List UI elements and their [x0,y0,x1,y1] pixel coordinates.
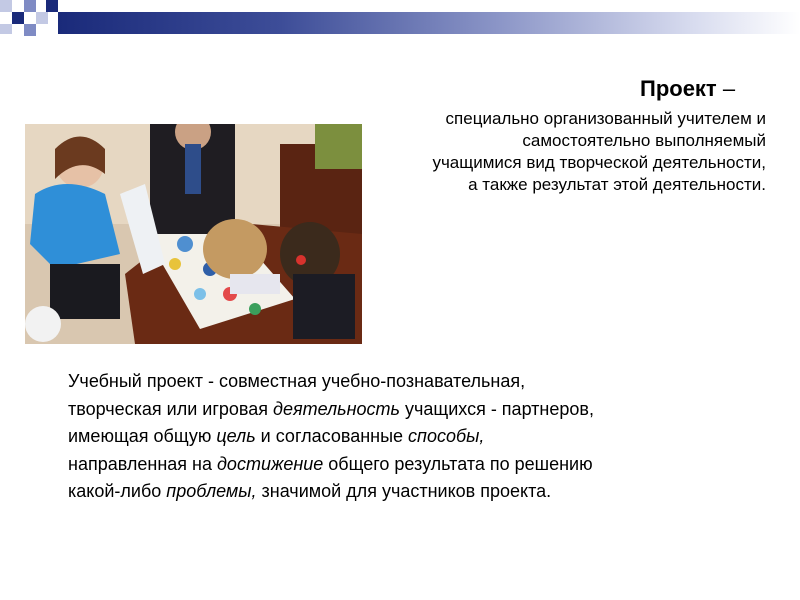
paragraph-text: направленная на [68,453,217,474]
slide-heading [640,76,735,102]
paragraph-text: значимой для участников проекта. [256,481,552,501]
children-project-photo [25,124,362,344]
paragraph-text: и согласованные [255,426,409,446]
deco-square [36,12,48,24]
italic-term-methods: способы, [408,426,485,446]
italic-term-achievement: достижение [216,453,324,474]
paragraph-line [68,423,768,451]
paragraph-line [68,396,768,424]
italic-term-activity: деятельность [273,398,401,419]
italic-term-goal: цель [216,426,256,446]
deco-square [24,0,36,12]
paragraph-text: общего результата по решению [323,453,593,474]
heading-dash: – [716,76,736,101]
paragraph-line [68,368,768,396]
definition-line: а также результат этой деятельности. [468,175,766,194]
educational-project-paragraph [68,368,768,506]
paragraph-text: творческая или игровая [68,398,274,419]
definition-line: самостоятельно выполняемый [522,131,766,150]
photo-illustration [25,124,362,344]
paragraph-text: какой-либо [68,481,167,501]
deco-square [0,0,12,12]
paragraph-line [68,478,768,506]
band-gradient [58,12,800,34]
paragraph-line [68,451,768,479]
paragraph-text: имеющая общую [68,426,217,446]
paragraph-text: Учебный проект - совместная учебно-познавательная, [68,371,526,391]
project-definition [336,108,766,196]
definition-line: учащимися вид творческой деятельности, [432,153,766,172]
heading-term: Проект [640,76,717,101]
deco-square [24,24,36,36]
italic-term-problem: проблемы, [166,481,257,501]
deco-square [46,0,58,12]
deco-square [0,24,12,34]
definition-line: специально организованный учителем и [445,109,766,128]
paragraph-text: учащихся - партнеров, [400,398,594,419]
deco-square [12,12,24,24]
top-decorative-band [0,0,800,34]
